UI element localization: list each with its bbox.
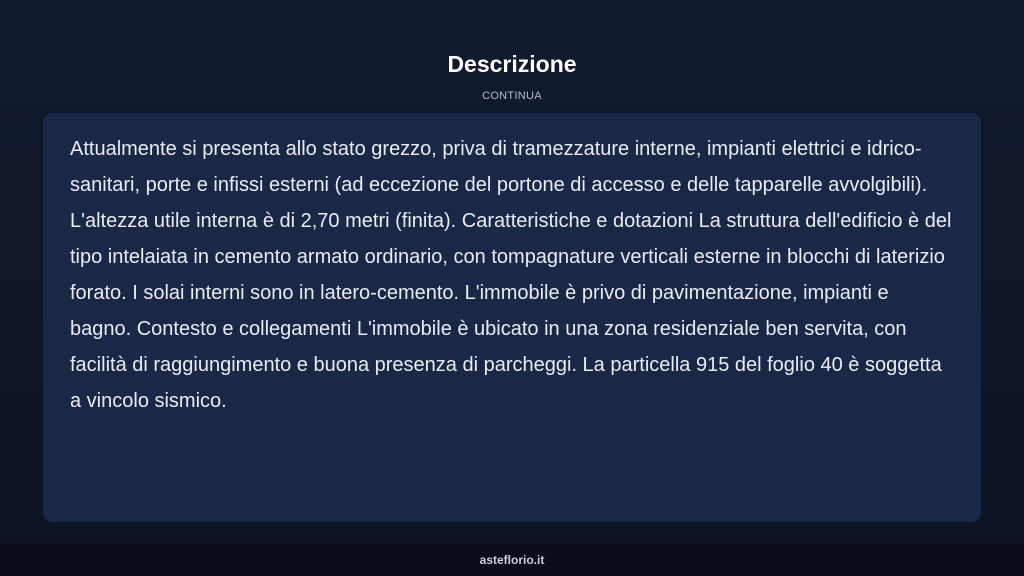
site-name: asteflorio.it [479,553,545,567]
page-title: Descrizione [447,51,577,77]
header [0,48,1024,103]
description-card [43,113,981,522]
continue-label[interactable]: CONTINUA [482,90,542,102]
description-text: Attualmente si presenta allo stato grezzo, priva di tramezzature interne, impianti elettrici e idrico-sanitari, porte e infissi esterni (ad eccezione del portone di accesso e delle tapparelle avvolgibili). L'altezza utile interna è di 2,70 metri (finita). Caratteristiche e dotazioni La struttura dell'edificio è del tipo intelaiata in cemento armato ordinario, con tompagnature verticali esterne in blocchi di laterizio forato. I solai interni sono in latero-cemento. L'immobile è privo di pavimentazione, impianti e bagno. Contesto e collegamenti L'immobile è ubicato in una zona residenziale ben servita, con facilità di raggiungimento e buona presenza di parcheggi. La particella 915 del foglio 40 è soggetta a vincolo sismico. [70,138,952,412]
footer [0,544,1024,576]
